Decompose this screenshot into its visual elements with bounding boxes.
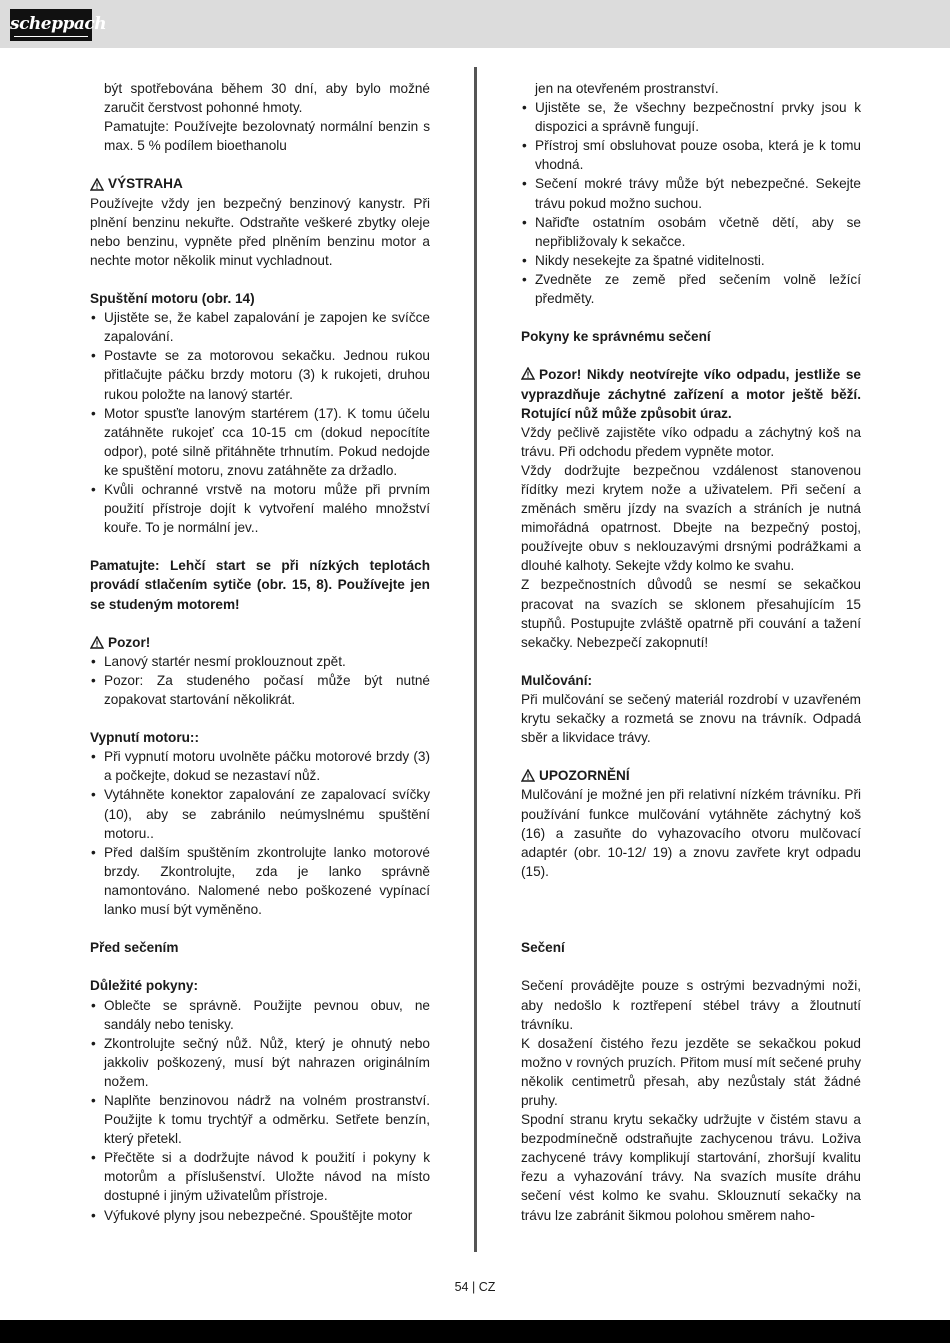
caution-list (90, 652, 430, 709)
cutting-heading: Sečení (521, 940, 565, 956)
warning-triangle-icon (90, 178, 104, 191)
list-item: • Přečtěte si a dodržujte návod k použití i pokyny k motorům a příslušenství. Uložte návod na místo dostupné i jiným uživatelům přístroje. (90, 1148, 430, 1205)
page-number: 54 | CZ (454, 1280, 496, 1294)
notice-title: UPOZORNĚNÍ (539, 768, 630, 784)
mowing-warning (521, 365, 861, 422)
footer-bar (0, 1320, 950, 1343)
remember-note: Pamatujte: Lehčí start se při nízkých teplotách provádí stlačením sytiče (obr. 15, 8). Používejte jen se studeným motorem! (90, 558, 430, 612)
list-item: • Nikdy nesekejte za špatné viditelnosti. (521, 251, 861, 270)
warning-triangle-icon (521, 367, 535, 380)
brand-logo (10, 9, 107, 41)
warning-title: VÝSTRAHA (108, 176, 183, 192)
list-item: • Výfukové plyny jsou nebezpečné. Spouštějte motor (90, 1206, 430, 1225)
right-column (521, 79, 861, 1225)
start-engine-heading: Spuštění motoru (obr. 14) (90, 291, 255, 307)
important-heading: Důležité pokyny: (90, 978, 199, 994)
warning-triangle-icon (521, 769, 535, 782)
stop-engine-heading: Vypnutí motoru:: (90, 730, 199, 746)
list-item: • Naplňte benzinovou nádrž na volném prostranství. Použijte k tomu trychtýř a odměrku. Setřete benzín, který přetekl. (90, 1091, 430, 1148)
list-item: • Lanový startér nesmí proklouznout zpět. (90, 652, 430, 671)
list-item: • Zkontrolujte sečný nůž. Nůž, který je ohnutý nebo jakkoliv poškozený, musí být nahrazen originálním nožem. (90, 1034, 430, 1091)
warning-text: Používejte vždy jen bezpečný benzinový kanystr. Při plnění benzinu nekuřte. Odstraňte veškeré zbytky oleje nebo benzinu, vypněte před plněním benzinu motor a nechte motor několik minut vychladnout. (90, 195, 430, 268)
list-item: • Ujistěte se, že všechny bezpečnostní prvky jsou k dispozici a správně fungují. (521, 98, 861, 136)
caution-heading (90, 633, 430, 652)
intro-text-1: být spotřebována během 30 dní, aby bylo možné zaručit čerstvost pohonné hmoty. (104, 81, 430, 116)
list-item: • Nařiďte ostatním osobám včetně dětí, aby se nepřibližovaly k sekačce. (521, 213, 861, 251)
warning-heading (90, 174, 430, 193)
list-item: • Před dalším spuštěním zkontrolujte lanko motorové brzdy. Zkontrolujte, zda je lanko správně namontováno. Nalomené nebo poškozené vypínací lanko musí být vyměněno. (90, 843, 430, 919)
mowing-instructions-heading: Pokyny ke správnému sečení (521, 329, 711, 345)
before-mowing-heading: Před sečením (90, 940, 179, 956)
left-column (90, 79, 430, 1225)
notice-heading (521, 766, 861, 785)
list-item: • Sečení mokré trávy může být nebezpečné. Sekejte trávu pokud možno suchou. (521, 174, 861, 212)
column-divider (474, 67, 477, 1252)
notice-text: Mulčování je možné jen při relativní nízkém trávníku. Při používání funkce mulčování vytáhněte záchytný koš (16) a zasuňte do vyhazovacího otvoru mulčovací adaptér (obr. 10-12/ 19) a znovu zavřete kryt odpadu (15). (521, 787, 861, 879)
start-engine-list (90, 308, 430, 537)
stop-engine-list (90, 747, 430, 919)
warning-triangle-icon (90, 636, 104, 649)
logo-underline (14, 36, 88, 37)
important-list (90, 996, 430, 1225)
list-item: • Při vypnutí motoru uvolněte páčku motorové brzdy (3) a počkejte, dokud se nezastaví nůž. (90, 747, 430, 785)
mowing-warning-text: Pozor! Nikdy neotvírejte víko odpadu, jestliže se vyprazdňuje záchytné zařízení a motor ještě běží. Rotující nůž může způsobit úraz. (521, 367, 861, 421)
list-item: • Přístroj smí obsluhovat pouze osoba, která je k tomu vhodná. (521, 136, 861, 174)
list-item: • Pozor: Za studeného počasí může být nutné zopakovat startování několikrát. (90, 671, 430, 709)
cutting-text: Sečení provádějte pouze s ostrými bezvadnými noži, aby nedošlo k roztřepení stébel trávy a žloutnutí trávníku. K dosažení čistého řezu jezděte se sekačkou pokud možno v rovných pruzích. Přitom musí mít sečené pruhy několik centimetrů přesah, aby nezůstaly stát žádné pruhy. Spodní stranu krytu sekačky udržujte v čistém stavu a bezpodmínečně odstraňujte zachycenou trávu. Loživa zachycené trávy komplikují startování, zhoršují kvalitu řezu a vyhazování trávy. Na svazích musíte dráhu sečení vést kolmo ke svahu. Sklouznutí sekačky na trávu lze zabránit šikmou polohou směrem naho- (521, 978, 861, 1223)
list-item: • Zvedněte ze země před sečením volně ležící předměty. (521, 270, 861, 308)
list-item: • Vytáhněte konektor zapalování ze zapalovací svíčky (10), aby se zabránilo neúmyslnému spuštění motoru.. (90, 785, 430, 842)
header-bar (0, 0, 950, 48)
list-item: • Postavte se za motorovou sekačku. Jednou rukou přitlačujte páčku brzdy motoru (3) k rukojeti, druhou rukou položte na lanový startér. (90, 346, 430, 403)
caution-title: Pozor! (108, 634, 151, 650)
list-item: • Oblečte se správně. Použijte pevnou obuv, ne sandály nebo tenisky. (90, 996, 430, 1034)
mulching-text: Při mulčování se sečený materiál rozdrobí v uzavřeném krytu sekačky a rozmetá se znovu na trávník. Odpadá sběr a likvidace trávy. (521, 692, 861, 746)
continued-text: jen na otevřeném prostranství. (535, 81, 719, 96)
intro-text-2: Pamatujte: Používejte bezolovnatý normální benzin s max. 5 % podílem bioethanolu (104, 119, 430, 154)
list-item: • Motor spusťte lanovým startérem (17). K tomu účelu zatáhněte rukojeť cca 10-15 cm (dokud nepocítíte odpor), poté silně přitáhněte trhnutím. Pokud nedojde ke spuštění motoru, znovu zatáhněte za držadlo. (90, 404, 430, 480)
mowing-text: Vždy pečlivě zajistěte víko odpadu a záchytný koš na trávu. Při odchodu předem vypněte motor. Vždy dodržujte bezpečnou vzdálenost stanovenou řídítky mezi krytem nože a uživatelem. Při sečení a změnách směru jízdy na svazích a stráních je nutná mimořádná opatrnost. Dbejte na bezpečný postoj, používejte obuv s neklouzavými drsnými podrážkami a dlouhé kalhoty. Sekejte vždy kolmo ke svahu. Z bezpečnostních důvodů se nesmí se sekačkou pracovat na svazích se sklonem přesahujícím 15 stupňů. Postupujte zvláště opatrně při couvání a tažení sekačky. Nebezpečí zakopnutí! (521, 424, 861, 650)
safety-list (521, 98, 861, 308)
list-item: • Kvůli ochranné vrstvě na motoru může při prvním použití přístroje dojít k vytvoření malého množství kouře. To je normální jev.. (90, 480, 430, 537)
mulching-heading: Mulčování: (521, 672, 592, 688)
list-item: • Ujistěte se, že kabel zapalování je zapojen ke svíčce zapalování. (90, 308, 430, 346)
brand-name: scheppach (10, 14, 107, 34)
